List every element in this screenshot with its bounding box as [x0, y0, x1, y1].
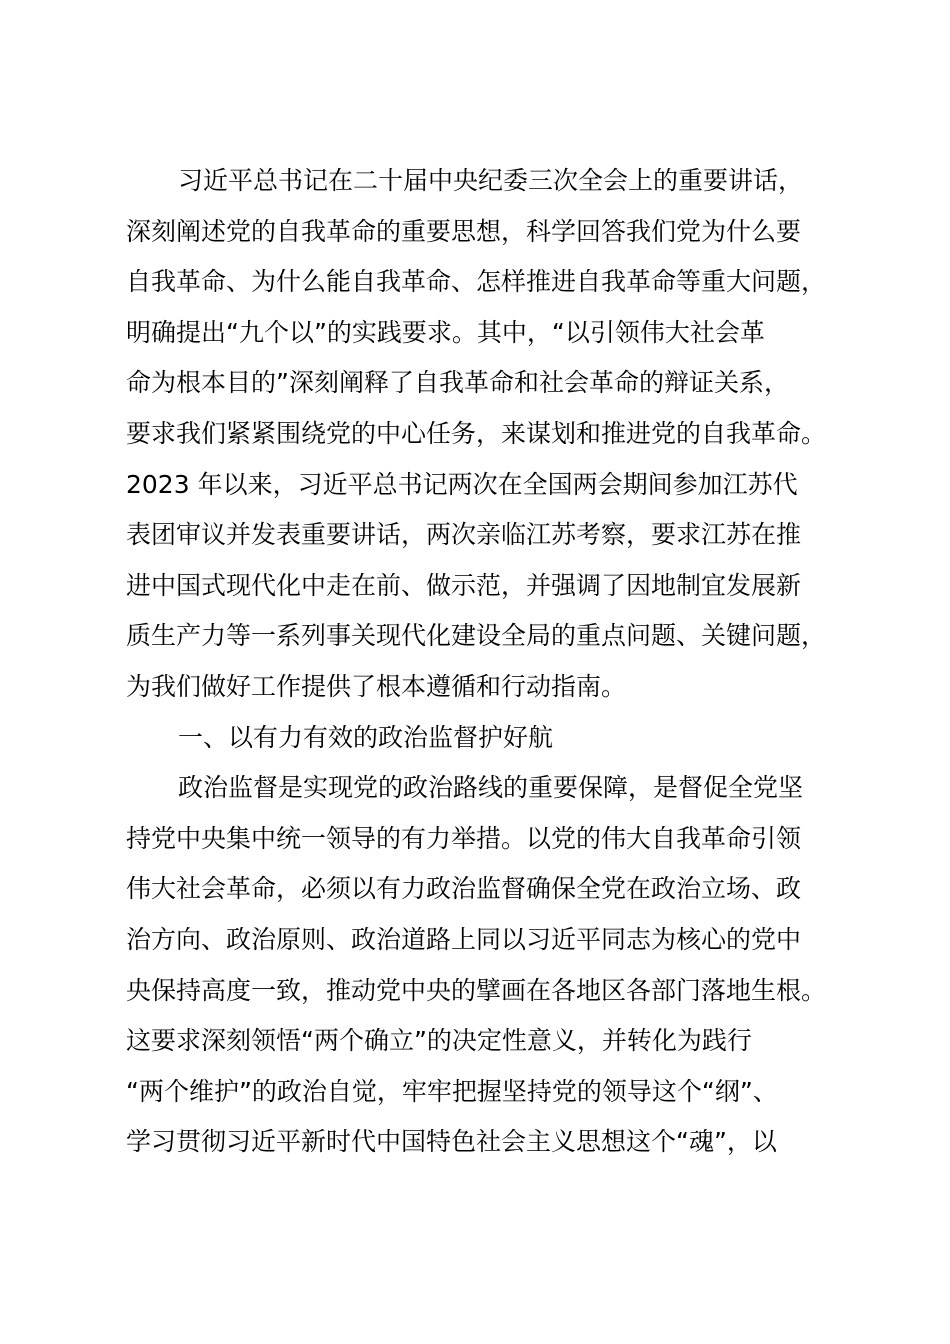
body-text: [126, 156, 866, 1168]
text-line: 为我们做好工作提供了根本遵循和行动指南。: [126, 671, 627, 701]
text-line: 2023 年以来，习近平总书记两次在全国两会期间参加江苏代: [126, 469, 798, 499]
text-line: 进中国式现代化中走在前、做示范，并强调了因地制宜发展新: [126, 570, 802, 600]
text-line: 这要求深刻领悟“两个确立”的决定性意义，并转化为践行: [126, 1026, 752, 1056]
text-line: 表团审议并发表重要讲话，两次亲临江苏考察，要求江苏在推: [126, 520, 802, 550]
text-line: 要求我们紧紧围绕党的中心任务，来谋划和推进党的自我革命。: [126, 418, 827, 448]
text-line: 伟大社会革命，必须以有力政治监督确保全党在政治立场、政: [126, 874, 802, 904]
text-line: 政治监督是实现党的政治路线的重要保障，是督促全党坚: [178, 773, 804, 803]
section-heading: [126, 713, 866, 764]
text-line: 命为根本目的”深刻阐释了自我革命和社会革命的辩证关系，: [126, 368, 789, 398]
heading-line: 一、以有力有效的政治监督护好航: [178, 722, 554, 752]
text-line: 明确提出“九个以”的实践要求。其中，“以引领伟大社会革: [126, 317, 765, 347]
text-line: 习近平总书记在二十届中央纪委三次全会上的重要讲话，: [178, 166, 804, 195]
text-line: 治方向、政治原则、政治道路上同以习近平同志为核心的党中: [126, 924, 802, 954]
paragraph-intro: [126, 156, 866, 713]
text-line: 央保持高度一致，推动党中央的擘画在各地区各部门落地生根。: [126, 975, 827, 1005]
text-line: 自我革命、为什么能自我革命、怎样推进自我革命等重大问题，: [126, 267, 827, 297]
text-line: 学习贯彻习近平新时代中国特色社会主义思想这个“魂”，以: [126, 1127, 777, 1157]
paragraph-section-1: [126, 763, 866, 1168]
text-line: 质生产力等一系列事关现代化建设全局的重点问题、关键问题，: [126, 621, 827, 651]
text-line: “两个维护”的政治自觉，牢牢把握坚持党的领导这个“纲”、: [126, 1076, 778, 1106]
text-line: 深刻阐述党的自我革命的重要思想，科学回答我们党为什么要: [126, 216, 802, 246]
text-line: 持党中央集中统一领导的有力举措。以党的伟大自我革命引领: [126, 823, 802, 853]
